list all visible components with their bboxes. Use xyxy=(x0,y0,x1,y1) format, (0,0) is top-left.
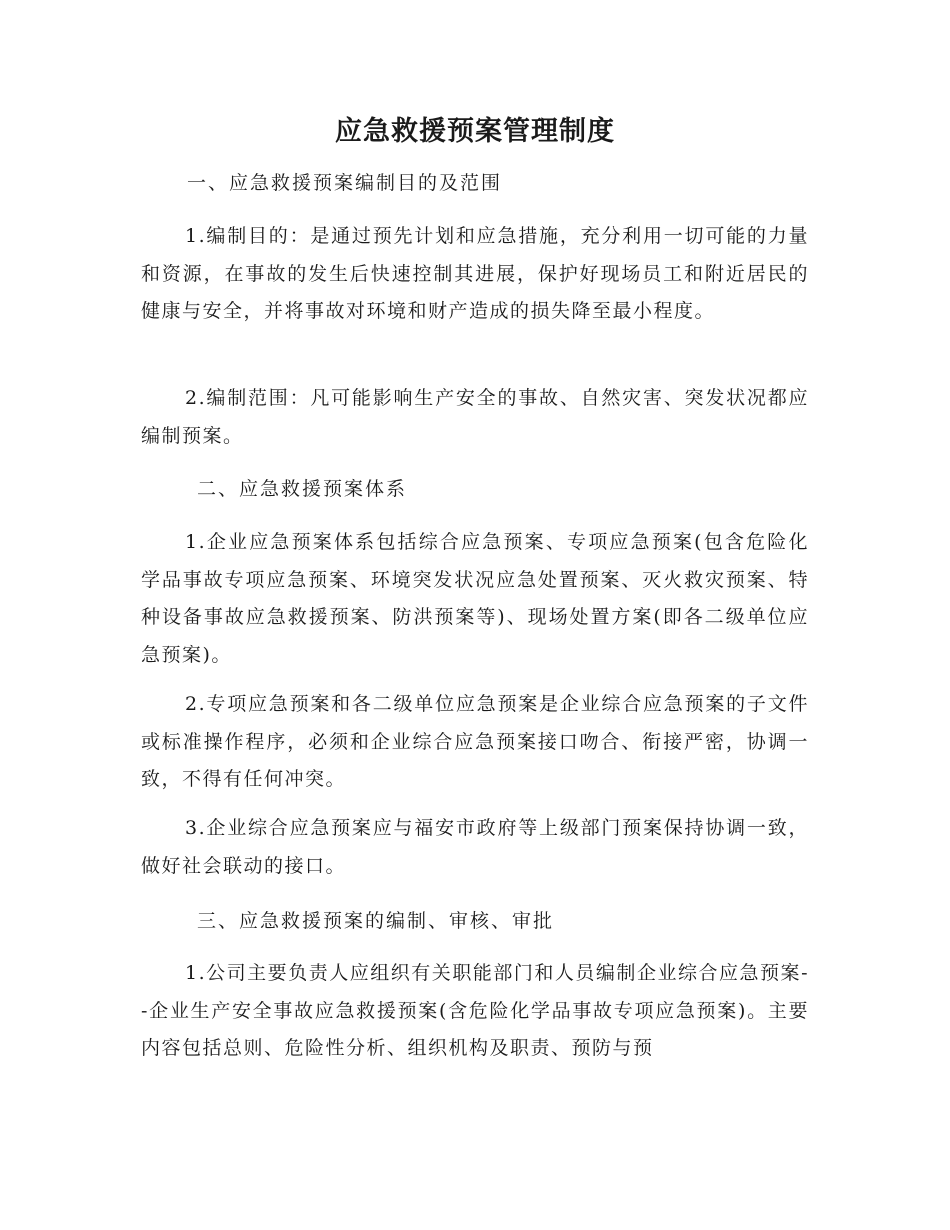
paragraph-coordination: 3.企业综合应急预案应与福安市政府等上级部门预案保持协调一致，做好社会联动的接口。 xyxy=(141,817,809,877)
section-heading-1: 一、应急救援预案编制目的及范围 xyxy=(187,172,503,194)
paragraph-purpose: 1.编制目的：是通过预先计划和应急措施，充分利用一切可能的力量和资源，在事故的发生后快速控制其进展，保护好现场员工和附近居民的健康与安全，并将事故对环境和财产造成的损失降至最小程度。 xyxy=(141,225,809,322)
document-title: 应急救援预案管理制度 xyxy=(335,116,615,147)
paragraph-compilation: 1.公司主要负责人应组织有关职能部门和人员编制企业综合应急预案--企业生产安全事故应急救援预案(含危险化学品事故专项应急预案)。主要内容包括总则、危险性分析、组织机构及职责、预防与预 xyxy=(141,962,809,1059)
paragraph-system: 1.企业应急预案体系包括综合应急预案、专项应急预案(包含危险化学品事故专项应急预案、环境突发状况应急处置预案、灭火救灾预案、特种设备事故应急救援预案、防洪预案等)、现场处置方案(即各二级单位应急预案)。 xyxy=(141,531,809,666)
section-heading-2: 二、应急救援预案体系 xyxy=(197,478,408,500)
section-heading-3: 三、应急救援预案的编制、审核、审批 xyxy=(197,910,555,932)
paragraph-scope: 2.编制范围：凡可能影响生产安全的事故、自然灾害、突发状况都应编制预案。 xyxy=(141,387,809,447)
paragraph-subfiles: 2.专项应急预案和各二级单位应急预案是企业综合应急预案的子文件或标准操作程序，必须和企业综合应急预案接口吻合、衔接严密，协调一致，不得有任何冲突。 xyxy=(141,693,809,790)
